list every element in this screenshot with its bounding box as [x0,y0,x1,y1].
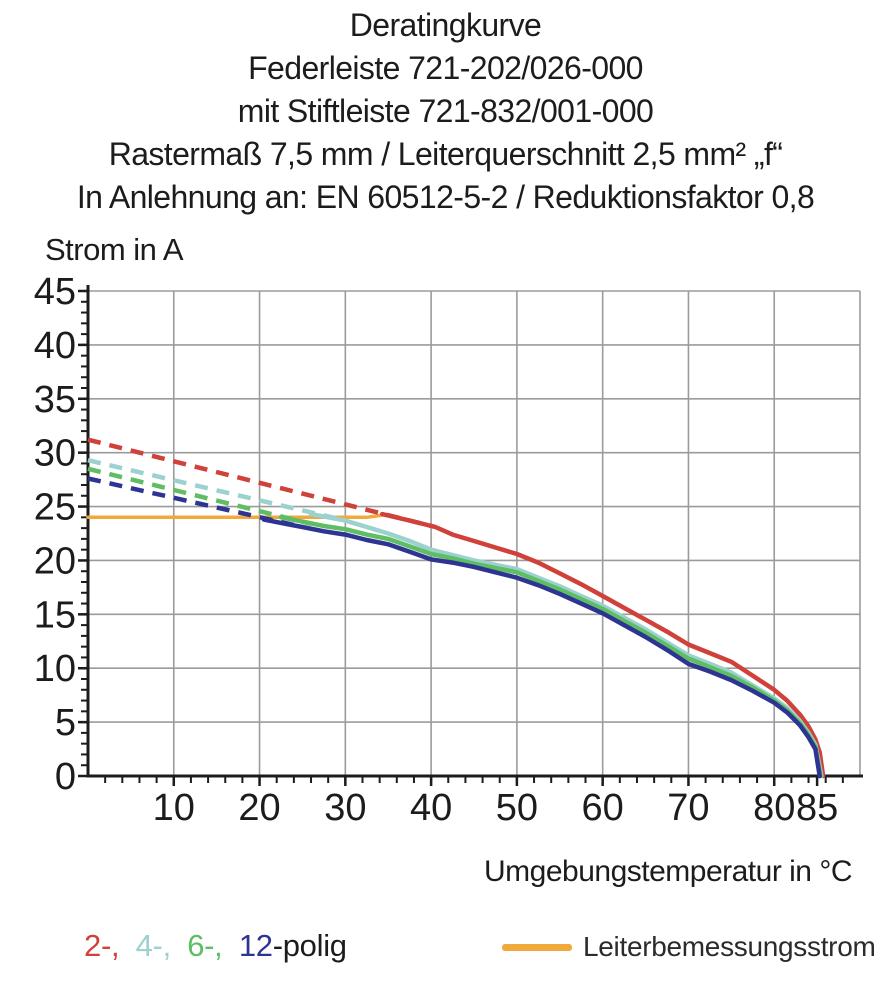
y-tick-label: 0 [54,756,76,798]
y-tick-label: 15 [33,594,76,637]
x-tick-label: 70 [667,787,710,829]
x-tick-label: 60 [581,787,624,829]
title-line-5: In Anlehnung an: EN 60512-5-2 / Reduktionsfaktor 0,8 [76,179,815,215]
title-line-2: Federleiste 721-202/026-000 [248,50,643,86]
legend-pole-12: 12 [238,928,273,963]
x-tick-label: 85 [795,787,839,829]
y-tick-label: 40 [33,324,76,367]
title-block [0,4,891,219]
legend-pole-4: 4-, [135,928,171,963]
x-tick-label: 50 [495,787,539,829]
legend-poles-suffix: -polig [272,928,347,963]
y-tick-label: 5 [54,702,76,745]
chart-plot-area [34,271,863,829]
x-tick-label: 30 [324,787,367,829]
x-tick-label: 20 [238,787,281,829]
legend [0,916,891,978]
rated-current-label: Leiterbemessungsstrom [583,931,876,962]
x-axis-title: Umgebungstemperatur in °C [483,855,852,888]
y-tick-label: 45 [33,271,76,313]
y-axis-title: Strom in A [45,232,183,267]
series-solid-12-polig [264,520,820,777]
legend-pole-6: 6-, [187,928,223,963]
title-line-4: Rastermaß 7,5 mm / Leiterquerschnitt 2,5 mm² „f“ [108,136,783,172]
series-dashed-4-polig [88,460,337,518]
legend-poles [84,928,347,964]
y-tick-label: 10 [33,648,76,691]
y-tick-label: 25 [33,486,76,529]
series-solid-4-polig [311,514,821,776]
title-line-3: mit Stiftleiste 721-832/001-000 [237,93,654,129]
legend-pole-2: 2-, [84,928,120,963]
y-tick-label: 20 [33,540,76,583]
x-tick-label: 40 [409,787,453,829]
x-tick-label: 10 [152,787,195,829]
title-line-1: Deratingkurve [349,7,542,43]
legend-rated-current [502,916,876,978]
y-tick-label: 35 [33,378,76,421]
derating-chart [0,220,891,905]
y-tick-label: 30 [33,432,76,475]
series-solid-6-polig [281,517,821,776]
x-tick-label: 80 [753,787,796,829]
rated-current-line-swatch [502,944,572,951]
